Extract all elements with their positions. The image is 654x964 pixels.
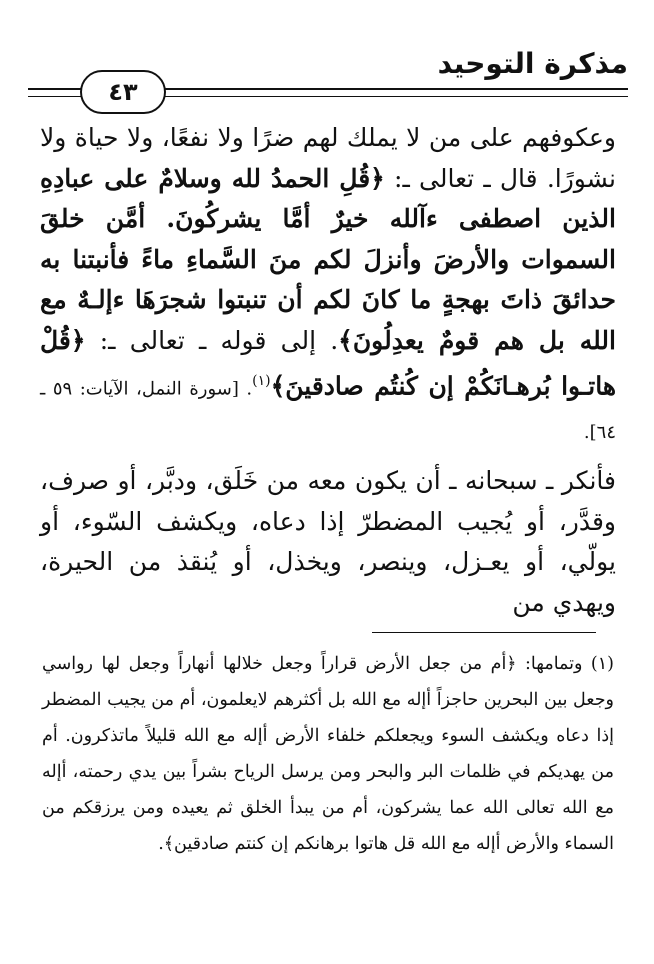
footnote-separator (372, 632, 596, 633)
intro-text: وعكوفهم على من لا يملك لهم ضرًا ولا نفعًا، ولا حياة ولا نشورًا. قال ـ تعالى ـ: (40, 123, 616, 193)
footnote-marker: (١) (252, 373, 271, 389)
footnote (42, 646, 614, 862)
quran-verse-2: ﴿قُلْ هاتـوا بُرهـانَكُمْ إن كُنتُم صادقينَ﴾ (40, 325, 617, 401)
page-header (28, 44, 628, 106)
page-number: ٤٣ (108, 78, 138, 106)
surah-reference: . [سورة النمل، الآيات: ٥٩ ـ ٦٤]. (40, 378, 616, 443)
transition-text: . إلى قوله ـ تعالى ـ: (85, 325, 339, 355)
footnote-text: (١) وتمامها: ﴿أم من جعل الأرض قراراً وجعل خلالها أنهاراً وجعل لها رواسي وجعل بين البحرين حاجزاً أإله مع الله بل أكثرهم لايعلمون، أم من يجيب المضطر إذا دعاه ويكشف السوء ويجعلكم خلفاء الأرض أإله مع الله قليلاً ماتذكرون. أم من يهديكم في ظلمات البر والبحر ومن يرسل الرياح بشراً بين يدي رحمته، أإله مع الله تعالى الله عما يشركون، أم من يبدأ الخلق ثم يعيده ومن يرزقكم من السماء والأرض أإله مع الله قل هاتوا برهانكم إن كنتم صادقين﴾. (42, 654, 614, 854)
main-text (40, 118, 616, 623)
paragraph-2: فأنكر ـ سبحانه ـ أن يكون معه من خَلَق، ودبَّر، أو صرف، وقدَّر، أو يُجيب المضطرّ إذا دعاه، ويكشف السّوء، أو يولّي، أو يعـزل، وينصر، ويخذل، أو يُنقذ من الحيرة، ويهدي من (40, 466, 616, 617)
paragraph-1 (40, 118, 616, 453)
header-rule-left (28, 88, 70, 97)
page-number-badge (80, 70, 166, 114)
quran-verse-1: ﴿قُلِ الحمدُ لله وسلامٌ على عبادِهِ الذين اصطفى ءآلله خيرٌ أمَّا يشركُونَ. أمَّن خلقَ السموات والأرضَ وأنزلَ لكم منَ السَّماءِ ماءً فأنبتنا به حدائقَ ذاتَ بهجةٍ ما كانَ لكم أن تنبتوا شجرَهَا ءإلـهٌ مع الله بل هم قومٌ يعدِلُونَ﴾ (40, 163, 616, 355)
book-title: مذكرة التوحيد (437, 47, 628, 80)
